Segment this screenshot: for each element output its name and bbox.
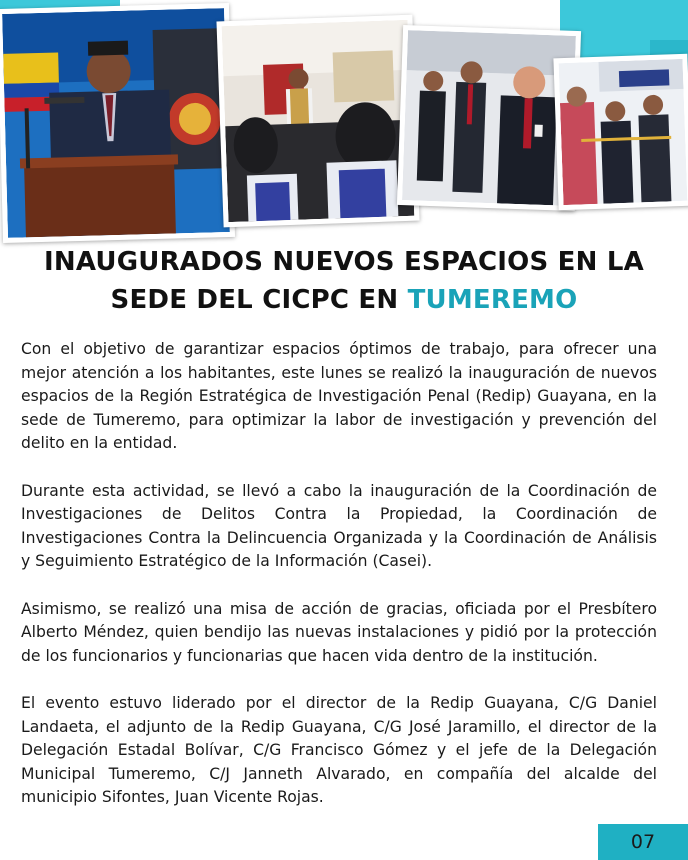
paragraph-1: Con el objetivo de garantizar espacios óptimos de trabajo, para ofrecer una mejor atención a los habitantes, este lunes se realizó la inauguración de nuevos espacios de la Región Estratégica de Investigación Penal (Redip) Guayana, en la sede de Tumeremo, para optimizar la labor de investigación y prevención del delito en la entidad.	[21, 340, 657, 453]
photo-strip	[0, 0, 688, 240]
headline-line-2-prefix: SEDE DEL CICPC EN	[110, 285, 408, 315]
headline	[0, 243, 688, 319]
article-body	[21, 338, 657, 833]
headline-line-1: INAUGURADOS NUEVOS ESPACIOS EN LA	[44, 247, 644, 277]
paragraph-4: El evento estuvo liderado por el director de la Redip Guayana, C/G Daniel Landaeta, el adjunto de la Redip Guayana, C/G José Jaramillo, el director de la Delegación Estadal Bolívar, C/G Francisco Gómez y el jefe de la Delegación Municipal Tumeremo, C/J Janneth Alvarado, en compañía del alcalde del municipio Sifontes, Juan Vicente Rojas.	[21, 693, 657, 807]
paragraph-2: Durante esta actividad, se llevó a cabo la inauguración de la Coordinación de Investigaciones de Delitos Contra la Propiedad, la Coordinación de Investigaciones Contra la Delincuencia Organizada y la Coordinación de Análisis y Seguimiento Estratégico de la Información (Casei).	[21, 481, 657, 571]
photo-mass-ceremony	[216, 15, 419, 228]
paragraph-3: Asimismo, se realizó una misa de acción de gracias, oficiada por el Presbítero Alberto Méndez, quien bendijo las nuevas instalaciones y pidió por la protección de los funcionarios y funcionarias que hacen vida dentro de la institución.	[21, 599, 657, 665]
page-number: 07	[598, 824, 688, 860]
photo-speaker-podium	[0, 3, 235, 243]
headline-highlight: TUMEREMO	[407, 285, 578, 315]
photo-ribbon-cutting	[553, 54, 688, 211]
headline-line-2	[0, 281, 688, 319]
photo-officials-standing	[397, 25, 581, 211]
